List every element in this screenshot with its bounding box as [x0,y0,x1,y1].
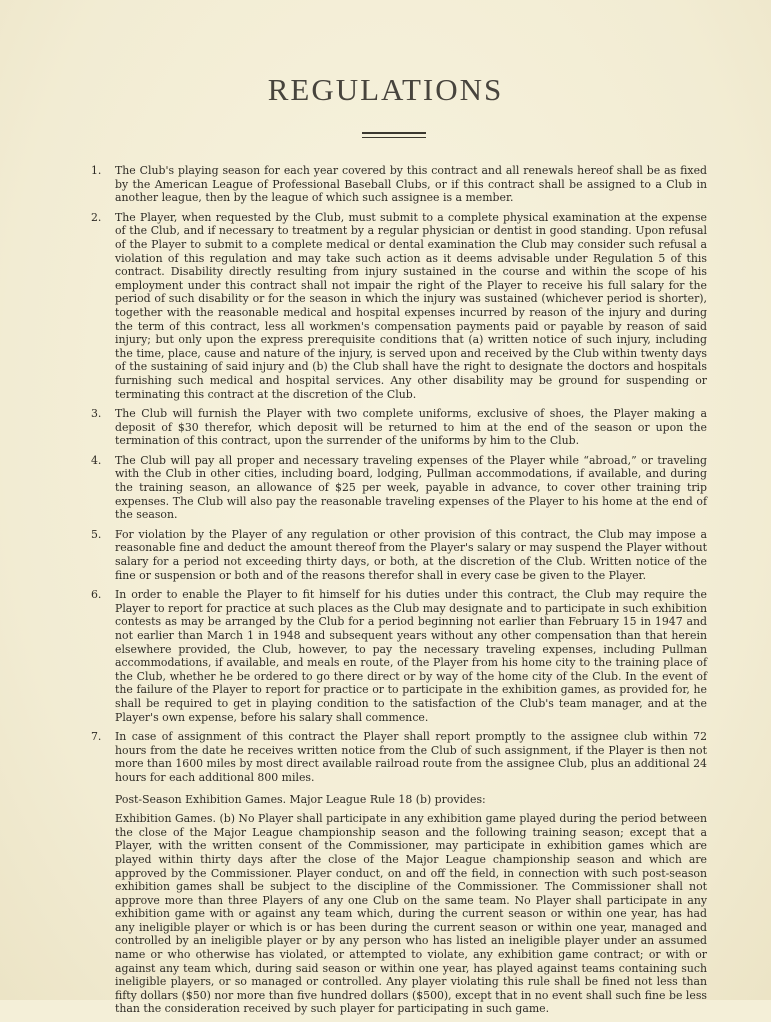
regulation-item-6 [91,588,707,724]
item-number: 2. [91,210,102,224]
item-number: 1. [91,164,102,177]
regulation-item-7 [91,730,707,784]
item-text: The Club will pay all proper and necessary traveling expenses of the Player while “abroad,” or traveling with the Club in other cities, including board, lodging, Pullman accommodations, if available, and during the training season, an allowance of $25 per week, payable in advance, to cover other training trip expenses. The Club will also pay the reasonable traveling expenses of the Player to his home at the end of the season. [115,453,707,522]
item-text: In case of assignment of this contract the Player shall report promptly to the assignee club within 72 hours from the date he receives written notice from the Club of such assignment, if the Player is then not more than 1600 miles by most direct available railroad route from the assignee Club, plus an additional 24 hours for each additional 800 miles. [115,730,707,784]
item-number: 6. [91,588,102,602]
regulation-item-4 [91,454,707,522]
item-text: For violation by the Player of any regulation or other provision of this contract, the Club may impose a reasonable fine and deduct the amount thereof from the Player's salary or may suspend the Player without salary for a period not exceeding thirty days, or both, at the discretion of the Club. Written notice of the fine or suspension or both and of the reasons therefor shall in every case be given to the Player. [115,527,707,582]
regulation-item-3 [91,407,707,448]
post-season-heading: Post-Season Exhibition Games. Major League Rule 18 (b) provides: [115,792,486,806]
exhibition-games-paragraph: Exhibition Games. (b) No Player shall participate in any exhibition game played during the period between the close of the Major League championship season and the following training season; except that a Player, with the written consent of the Commissioner, may participate in exhibition games which are played within thirty days after the close of the Major League championship season and which are approved by the Commissioner. Player conduct, on and off the field, in connection with such post-season exhibition games shall be subject to the discipline of the Commissioner. The Commissioner shall not approve more than three Players of any one Club on the same team. No Player shall participate in any exhibition game with or against any team which, during the current season or within one year, has had any ineligible player or which is or has been during the current season or within one year, managed and controlled by an ineligible player or by any person who has listed an ineligible player under an assumed name or who otherwise has violated, or attempted to violate, any exhibition game contract; or with or against any team which, during said season or within one year, has played against teams containing such ineligible players, or so managed or controlled. Any player violating this rule shall be fined not less than fifty dollars ($50) nor more than five hundred dollars ($500), except that in no event shall such fine be less than the consideration received by such player for participating in such game. [115,812,707,1016]
regulation-item-2 [91,211,707,401]
page-title: REGULATIONS [267,72,504,107]
regulations-body [91,164,707,1022]
item-number: 7. [91,730,102,744]
item-text: The Player, when requested by the Club, must submit to a complete physical examination at the expense of the Club, and if necessary to treatment by a regular physician or dentist in good standing. Upon refusal of the Player to submit to a complete medical or dental examination the Club may consider such refusal a violation of this regulation and may take such action as it deems advisable under Regulation 5 of this contract. Disability directly resulting from injury sustained in the course and within the scope of his employment under this contract shall not impair the right of the Player to receive his full salary for the period of such disability or for the season in which the injury was sustained (whichever period is shorter), together with the reasonable medical and hospital expenses incurred by reason of the injury and during the term of this contract, less all workmen's compensation payments paid or payable by reason of said injury; but only upon the express prerequisite conditions that (a) written notice of such injury, including the time, place, cause and nature of the injury, is served upon and received by the Club within twenty days of the sustaining of said injury and (b) the Club shall have the right to designate the doctors and hospitals furnishing such medical and hospital services. Any other disability may be ground for suspending or terminating this contract at the discretion of the Club. [115,210,707,401]
rule-line-bottom [362,137,426,138]
item-number: 4. [91,453,102,467]
rule-line-top [362,132,426,134]
regulation-item-1 [91,164,707,205]
item-text: The Club's playing season for each year covered by this contract and all renewals hereof shall be as fixed by the American League of Professional Baseball Clubs, or if this contract shall be assigned to a Club in another league, then by the league of which such assignee is a member. [115,164,707,205]
regulation-item-5 [91,528,707,582]
item-number: 3. [91,407,102,421]
item-text: The Club will furnish the Player with two complete uniforms, exclusive of shoes, the Player making a deposit of $30 therefor, which deposit will be returned to him at the end of the season or upon the termination of this contract, upon the surrender of the uniforms by him to the Club. [115,407,707,448]
regulations-list [91,164,707,785]
item-number: 5. [91,527,102,541]
item-text: In order to enable the Player to fit himself for his duties under this contract, the Club may require the Player to report for practice at such places as the Club may designate and to participate in such exhibition contests as may be arranged by the Club for a period beginning not earlier than February 15 in 1947 and not earlier than March 1 in 1948 and subsequent years without any other compensation than that herein elsewhere provided, the Club, however, to pay the necessary traveling expenses, including Pullman accommodations, if available, and meals en route, of the Player from his home city to the training place of the Club, whether he be ordered to go there direct or by way of the home city of the Club. In the event of the failure of the Player to report for practice or to participate in the exhibition games, as provided for, he shall be required to get in playing condition to the satisfaction of the Club's team manager, and at the Player's own expense, before his salary shall commence. [115,588,707,724]
title-double-rule [362,132,426,141]
